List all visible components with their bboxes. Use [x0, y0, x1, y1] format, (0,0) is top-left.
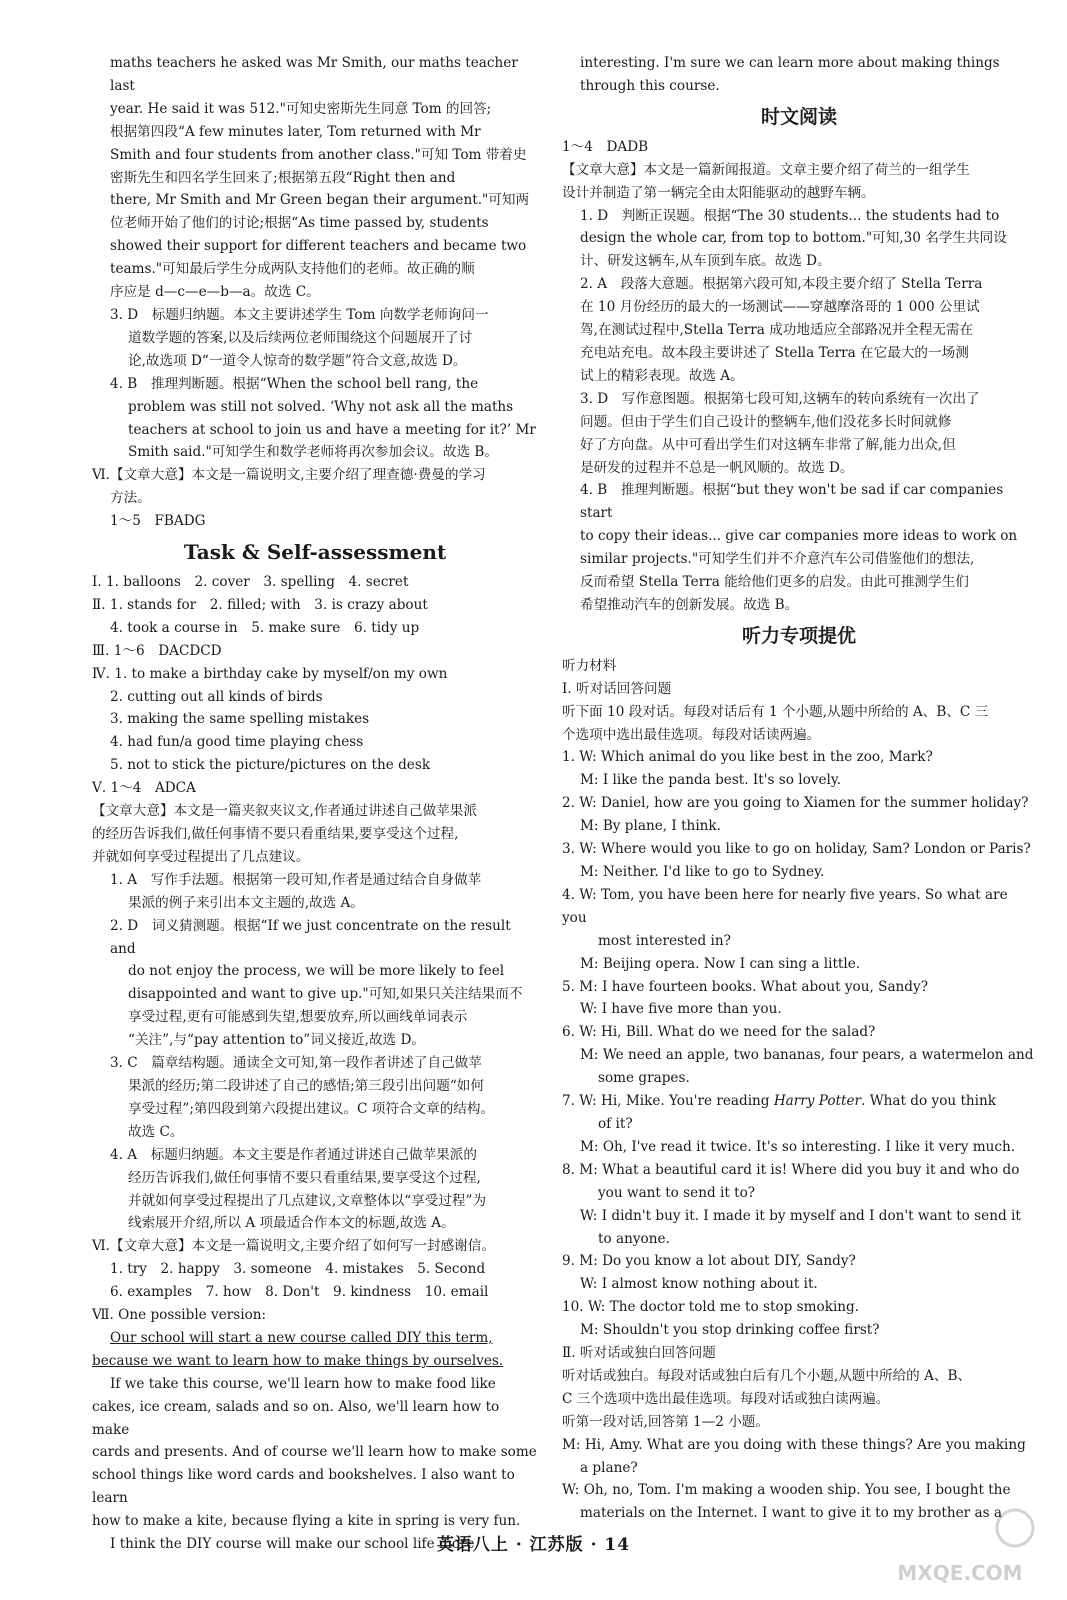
left-text-line: Ⅵ.【文章大意】本文是一篇说明文,主要介绍了理查德·费曼的学习 [92, 467, 486, 484]
left-text-line: 并就如何享受过程提出了几点建议。 [92, 848, 310, 865]
right-text-line: W: I have five more than you. [580, 1001, 782, 1018]
left-text-line: 5. not to stick the picture/pictures on the desk [110, 757, 431, 774]
left-text-line: 【文章大意】本文是一篇夹叙夹议文,作者通过讲述自己做苹果派 [92, 803, 477, 820]
left-text-line: Smith and four students from another class."可知 Tom 带着史 [110, 146, 527, 163]
left-text-line: Ⅳ. 1. to make a birthday cake by myself/on my own [92, 665, 448, 682]
section-heading: 听力专项提优 [741, 624, 856, 647]
watermark-logo [880, 1500, 1040, 1590]
left-text-line: Ⅰ. 1. balloons 2. cover 3. spelling 4. secret [92, 574, 409, 591]
right-text-line: 8. M: What a beautiful card it is! Where did you buy it and who do [562, 1161, 1020, 1178]
right-text-line: 1～4 DADB [562, 138, 649, 155]
right-text-line: 反而希望 Stella Terra 能给他们更多的启发。由此可推测学生们 [580, 574, 969, 591]
right-text-line: C 三个选项中选出最佳选项。每段对话或独白读两遍。 [562, 1390, 890, 1407]
right-text-line: 4. B 推理判断题。根据“but they won't be sad if car companies start [580, 482, 1004, 522]
left-text-line: I think the DIY course will make our school life more [110, 1536, 475, 1553]
left-text-line: Ⅱ. 1. stands for 2. filled; with 3. is crazy about [92, 596, 428, 613]
left-text-line: 6. examples 7. how 8. Don't 9. kindness 10. email [110, 1284, 489, 1301]
right-text-line: you want to send it to? [598, 1184, 756, 1201]
right-text-line: 7. W: Hi, Mike. You're reading Harry Potter. What do you think [562, 1093, 997, 1110]
right-text-line: 是研发的过程并不总是一帆风顺的。故选 D。 [580, 459, 854, 476]
left-text-line: 2. cutting out all kinds of birds [110, 688, 323, 705]
section-heading: Task & Self-assessment [183, 540, 447, 565]
right-text-line: M: We need an apple, two bananas, four pears, a watermelon and [580, 1047, 1034, 1064]
right-text-line: M: Shouldn't you stop drinking coffee first? [580, 1322, 880, 1339]
left-text-line: 4. had fun/a good time playing chess [110, 734, 364, 751]
left-text-line: 论,故选项 D“一道令人惊奇的数学题”符合文意,故选 D。 [128, 352, 467, 369]
right-text-line: M: Oh, I've read it twice. It's so interesting. I like it very much. [580, 1138, 1016, 1155]
right-text-line: 2. A 段落大意题。根据第六段可知,本段主要介绍了 Stella Terra [580, 276, 983, 293]
left-text-line: 方法。 [110, 490, 151, 507]
right-text-line: interesting. I'm sure we can learn more about making things [580, 55, 1000, 71]
right-text-line: 3. W: Where would you like to go on holiday, Sam? London or Paris? [562, 841, 1031, 858]
left-text-line: cards and presents. And of course we'll learn how to make some [92, 1444, 537, 1461]
right-text-line: most interested in? [598, 932, 731, 949]
right-text-line: design the whole car, from top to bottom."可知,30 名学生共同设 [580, 230, 1007, 247]
left-text-line: 2. D 词义猜测题。根据“If we just concentrate on the result and [110, 917, 511, 957]
left-text-line: 根据第四段“A few minutes later, Tom returned with Mr [110, 123, 481, 140]
right-text-line: 试上的精彩表现。故选 A。 [580, 367, 744, 384]
left-text-line: do not enjoy the process, we will be more likely to feel [128, 963, 505, 980]
right-text-line: similar projects."可知学生们并不介意汽车公司借鉴他们的想法, [580, 551, 975, 568]
left-text-line: disappointed and want to give up."可知,如果只关注结果而不 [128, 986, 523, 1003]
left-text-line: 1. try 2. happy 3. someone 4. mistakes 5. Second [110, 1261, 486, 1278]
left-text-line: 密斯先生和四名学生回来了;根据第五段“Right then and [110, 169, 456, 186]
left-text-line: 3. C 篇章结构题。通读全文可知,第一段作者讲述了自己做苹 [110, 1055, 482, 1072]
right-text-line: Ⅰ. 听对话回答问题 [562, 680, 672, 697]
right-text-line: M: I like the panda best. It's so lovely. [580, 772, 842, 789]
right-text-line: some grapes. [598, 1070, 690, 1087]
right-text-line: 5. M: I have fourteen books. What about you, Sandy? [562, 978, 928, 995]
left-text-line: 并就如何享受过程提出了几点建议,文章整体以“享受过程”为 [128, 1192, 487, 1209]
right-text-line: 驾,在测试过程中,Stella Terra 成功地适应全部路况并全程无需在 [580, 322, 974, 339]
right-text-line: 听对话或独白。每段对话或独白后有几个小题,从题中所给的 A、B、 [562, 1367, 972, 1384]
right-text-line: 计、研发这辆车,从车顶到车底。故选 D。 [580, 253, 831, 270]
left-text-line: 故选 C。 [128, 1123, 184, 1140]
left-text-line: because we want to learn how to make things by ourselves. [92, 1352, 504, 1369]
left-text-line: 1～5 FBADG [110, 513, 206, 530]
right-text-line: M: Neither. I'd like to go to Sydney. [580, 864, 825, 880]
right-text-line: of it? [598, 1115, 633, 1132]
watermark-text: MXQE.COM [897, 1561, 1023, 1585]
right-text-line: M: By plane, I think. [580, 818, 721, 835]
left-text-line: school things like word cards and bookshelves. I also want to learn [92, 1467, 515, 1507]
book-title: Harry Potter [773, 1093, 862, 1110]
left-text-line: 1. A 写作手法题。根据第一段可知,作者是通过结合自身做苹 [110, 871, 482, 888]
right-text-line: through this course. [580, 77, 720, 94]
right-text-line: Ⅱ. 听对话或独白回答问题 [562, 1345, 716, 1362]
left-text-line: 享受过程”;第四段到第六段提出建议。C 项符合文章的结构。 [128, 1100, 495, 1117]
right-text-line: to copy their ideas... give car companies more ideas to work on [580, 528, 1018, 545]
right-text-line: 设计并制造了第一辆完全由太阳能驱动的越野车辆。 [562, 184, 875, 201]
right-text-line: 听第一段对话,回答第 1—2 小题。 [562, 1413, 769, 1430]
section-heading: 时文阅读 [760, 105, 837, 128]
left-text-line: 果派的经历;第二段讲述了自己的感悟;第三段引出问题“如何 [128, 1077, 484, 1094]
right-text-line: W: I didn't buy it. I made it by myself and I don't want to send it [580, 1207, 1021, 1224]
right-text-line: 在 10 月份经历的最大的一场测试——穿越摩洛哥的 1 000 公里试 [580, 299, 980, 316]
left-text-line: problem was still not solved. ‘Why not ask all the maths [128, 398, 514, 415]
left-text-line: 4. A 标题归纳题。本文主要是作者通过讲述自己做苹果派的 [110, 1146, 477, 1163]
left-text-line: teachers at school to join us and have a meeting for it?’ Mr [128, 421, 536, 438]
right-text-line: W: I almost know nothing about it. [580, 1276, 818, 1293]
left-text-line: maths teachers he asked was Mr Smith, our maths teacher last [110, 55, 518, 94]
right-text-line: a plane? [580, 1459, 638, 1476]
right-text-line: 6. W: Hi, Bill. What do we need for the salad? [562, 1024, 876, 1041]
right-text-line: M: Hi, Amy. What are you doing with these things? Are you making [562, 1436, 1026, 1453]
right-text-line: 2. W: Daniel, how are you going to Xiamen for the summer holiday? [562, 795, 1029, 812]
left-text-line: 序应是 d—c—e—b—a。故选 C。 [110, 284, 320, 301]
right-text-line: 个选项中选出最佳选项。每段对话读两遍。 [562, 726, 821, 743]
right-text-line: 问题。但由于学生们自己设计的整辆车,他们没花多长时间就修 [580, 413, 952, 430]
left-text-line: 线索展开介绍,所以 A 项最适合作本文的标题,故选 A。 [128, 1215, 455, 1232]
left-text-line: 3. making the same spelling mistakes [110, 711, 370, 728]
left-text-line: 道数学题的答案,以及后续两位老师围绕这个问题展开了讨 [128, 329, 473, 346]
left-text-line: 位老师开始了他们的讨论;根据“As time passed by, students [110, 215, 489, 232]
right-text-line: 10. W: The doctor told me to stop smoking. [562, 1299, 860, 1316]
right-text-line: 听力材料 [562, 657, 617, 674]
left-text-line: Ⅶ. One possible version: [92, 1307, 267, 1324]
left-text-line: If we take this course, we'll learn how to make food like [110, 1375, 496, 1392]
left-text-line: cakes, ice cream, salads and so on. Also, we'll learn how to make [92, 1398, 500, 1438]
left-text-line: 享受过程,更有可能感到失望,想要放弃,所以画线单词表示 [128, 1009, 468, 1026]
right-text-line: 4. W: Tom, you have been here for nearly five years. So what are you [562, 886, 1008, 926]
left-text-line: Ⅵ.【文章大意】本文是一篇说明文,主要介绍了如何写一封感谢信。 [92, 1238, 495, 1255]
left-text-line: 经历告诉我们,做任何事情不要只看重结果,要享受这个过程, [128, 1169, 481, 1186]
left-text-line: 果派的例子来引出本文主题的,故选 A。 [128, 894, 364, 911]
left-column [92, 52, 538, 1556]
left-text-line: Ⅲ. 1～6 DACDCD [92, 642, 222, 659]
left-text-line: Ⅴ. 1～4 ADCA [92, 780, 196, 797]
right-text-line: W: Oh, no, Tom. I'm making a wooden ship. You see, I bought the [562, 1482, 1011, 1499]
right-text-line: 3. D 写作意图题。根据第七段可知,这辆车的转向系统有一次出了 [580, 390, 980, 407]
right-text-line: 好了方向盘。从中可看出学生们对这辆车非常了解,能力出众,但 [580, 436, 956, 453]
left-text-line: Our school will start a new course called DIY this term, [110, 1329, 493, 1346]
right-text-line: materials on the Internet. I want to give it to my brother as a [580, 1505, 1002, 1522]
left-text-line: 4. took a course in 5. make sure 6. tidy up [110, 619, 420, 636]
right-text-line: 1. W: Which animal do you like best in the zoo, Mark? [562, 749, 933, 766]
left-text-line: Smith said."可知学生和数学老师将再次参加会议。故选 B。 [128, 444, 498, 461]
right-text-line: 【文章大意】本文是一篇新闻报道。文章主要介绍了荷兰的一组学生 [562, 161, 970, 178]
right-text-line: to anyone. [598, 1230, 670, 1247]
left-text-line: how to make a kite, because flying a kite in spring is very fun. [92, 1513, 521, 1530]
page-footer: 英语八上 · 江苏版 · 14 [436, 1535, 631, 1555]
right-text-line: 1. D 判断正误题。根据“The 30 students... the students had to [580, 207, 1000, 224]
left-text-line: teams."可知最后学生分成两队支持他们的老师。故正确的顺 [110, 261, 475, 278]
left-text-line: 的经历告诉我们,做任何事情不要只看重结果,要享受这个过程, [92, 826, 459, 842]
right-text-line: 9. M: Do you know a lot about DIY, Sandy? [562, 1253, 856, 1270]
right-column [562, 52, 1036, 1525]
left-text-line: 3. D 标题归纳题。本文主要讲述学生 Tom 向数学老师询问一 [110, 306, 489, 323]
left-text-line: 4. B 推理判断题。根据“When the school bell rang, the [110, 375, 479, 392]
left-text-line: “关注”,与“pay attention to”词义接近,故选 D。 [128, 1032, 425, 1049]
right-text-line: 充电站充电。故本段主要讲述了 Stella Terra 在它最大的一场测 [580, 344, 969, 361]
left-text-line: there, Mr Smith and Mr Green began their argument."可知两 [110, 192, 530, 209]
right-text-line: M: Beijing opera. Now I can sing a little. [580, 955, 861, 972]
left-text-line: showed their support for different teachers and became two [110, 238, 527, 255]
left-text-line: year. He said it was 512."可知史密斯先生同意 Tom 的回答; [110, 100, 492, 117]
right-text-line: 希望推动汽车的创新发展。故选 B。 [580, 596, 799, 613]
right-text-line: 听下面 10 段对话。每段对话后有 1 个小题,从题中所给的 A、B、C 三 [562, 703, 989, 720]
